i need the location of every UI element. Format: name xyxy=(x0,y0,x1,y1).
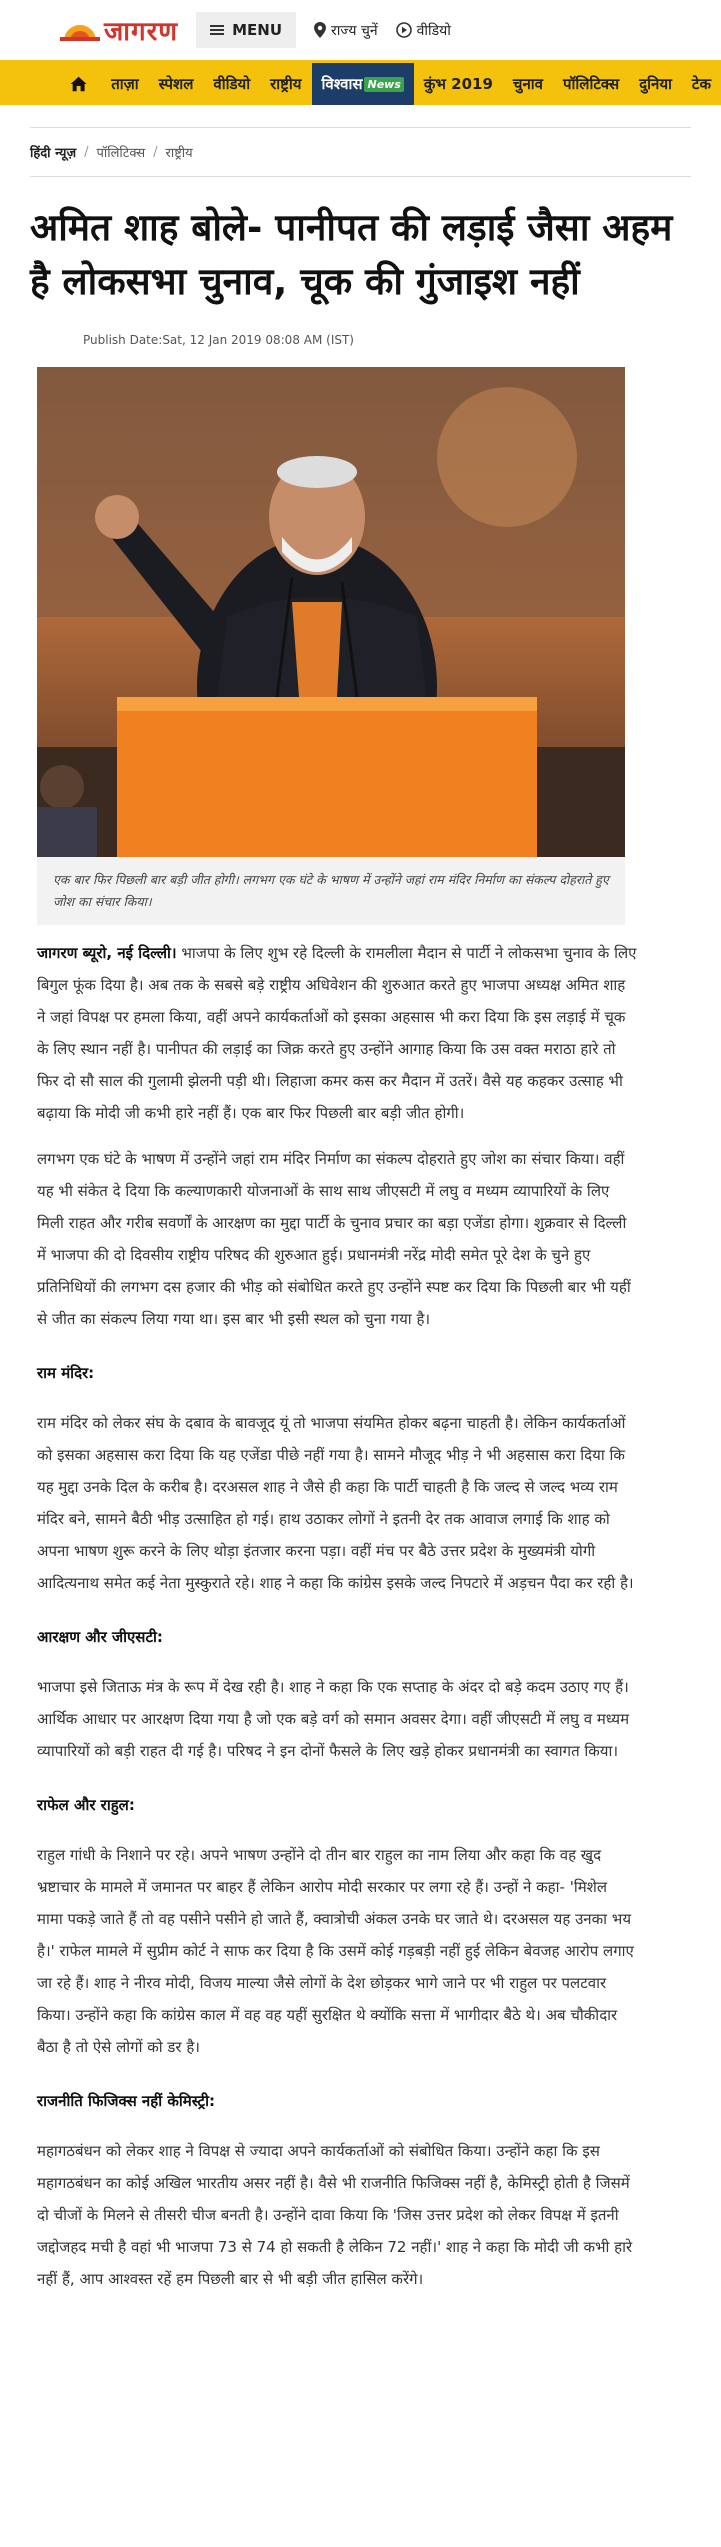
location-pin-icon xyxy=(314,22,326,38)
photo-caption: एक बार फिर पिछली बार बड़ी जीत होगी। लगभग एक घंटे के भाषण में उन्होंने जहां राम मंदिर निर्माण का संकल्प दोहराते हुए जोश का संचार किया। xyxy=(37,857,625,925)
section-heading-politics-chemistry: राजनीति फिजिक्स नहीं केमिस्ट्री: xyxy=(37,2092,215,2110)
breadcrumb-separator: / xyxy=(84,144,89,160)
video-link[interactable] xyxy=(396,21,451,40)
logo[interactable] xyxy=(60,12,178,48)
paragraph-1-text: भाजपा के लिए शुभ रहे दिल्ली के रामलीला मैदान से पार्टी ने लोकसभा चुनाव के लिए बिगुल फूंक दिया है। अब तक के सबसे बड़े राष्ट्रीय अधिवेशन की शुरुआत करते हुए भाजपा अध्यक्ष अमित शाह ने जहां विपक्ष पर हमला किया, वहीं अपने कार्यकर्ताओं को इसका अहसास भी करा दिया कि इस लड़ाई में चूक के लिए स्थान नहीं है। पानीपत की लड़ाई का जिक्र करते हुए उन्होंने आगाह किया कि उस वक्त मराठा हारे तो फिर दो सौ साल की गुलामी झेलनी पड़ी थी। लिहाजा कमर कस कर मैदान में उतरें। वैसे यह कहकर उत्साह भी बढ़ाया कि मोदी जी कभी हारे नहीं हैं। एक बार फिर पिछली बार बड़ी जीत होगी। xyxy=(37,944,637,1122)
nav-item-kumbh[interactable]: कुंभ 2019 xyxy=(423,75,493,93)
dateline: जागरण ब्यूरो, नई दिल्ली। xyxy=(37,944,177,962)
menu-label: MENU xyxy=(232,21,283,39)
speech-photo xyxy=(37,367,625,857)
article-body xyxy=(37,937,637,2295)
nav-item-election[interactable]: चुनाव xyxy=(512,75,543,93)
news-tag: News xyxy=(364,77,403,92)
article-figure xyxy=(37,367,625,925)
paragraph-1 xyxy=(37,937,637,1129)
nav-item-taza[interactable]: ताज़ा xyxy=(111,75,139,93)
nav-item-tech[interactable]: टेक xyxy=(691,75,711,93)
breadcrumb-politics[interactable]: पॉलिटिक्स xyxy=(96,146,146,161)
paragraph-2: लगभग एक घंटे के भाषण में उन्होंने जहां राम मंदिर निर्माण का संकल्प दोहराते हुए जोश का संचार किया। वहीं यह भी संकेत दे दिया कि कल्याणकारी योजनाओं के साथ साथ जीएसटी में लघु व मध्यम व्यापारियों के लिए मिली राहत और गरीब सवर्णों के आरक्षण का मुद्दा पार्टी के चुनाव प्रचार का बड़ा एजेंडा होगा। शुक्रवार से दिल्ली में भाजपा की दो दिवसीय राष्ट्रीय परिषद की शुरुआत हुई। प्रधानमंत्री नरेंद्र मोदी समेत पूरे देश के चुने हुए प्रतिनिधियों की लगभग दस हजार की भीड़ को संबोधित करते हुए उन्होंने स्पष्ट कर दिया कि पिछली बार भी यहीं से जीत का संकल्प लिया गया था। इस बार भी इसी स्थल को चुना गया है। xyxy=(37,1150,631,1328)
logo-text: जागरण xyxy=(104,17,179,47)
section-heading-reservation-gst: आरक्षण और जीएसटी: xyxy=(37,1628,163,1646)
nav-item-national[interactable]: राष्ट्रीय xyxy=(270,75,302,93)
play-circle-icon xyxy=(396,22,412,38)
breadcrumb xyxy=(30,127,691,177)
home-icon[interactable] xyxy=(70,71,87,97)
nav-item-politics[interactable]: पॉलिटिक्स xyxy=(563,75,620,93)
nav-item-world[interactable]: दुनिया xyxy=(639,75,672,93)
main-nav xyxy=(0,60,721,105)
paragraph-3: राम मंदिर को लेकर संघ के दबाव के बावजूद यूं तो भाजपा संयमित होकर बढ़ना चाहती है। लेकिन कार्यकर्ताओं को इसका अहसास करा दिया कि यह एजेंडा पीछे नहीं गया है। सामने मौजूद भीड़ ने भी अहसास करा दिया कि यह मुद्दा उनके दिल के करीब है। दरअसल शाह ने जैसे ही कहा कि पार्टी चाहती है कि जल्द से जल्द भव्य राम मंदिर बने, सामने बैठी भीड़ उत्साहित हो गई। हाथ उठाकर लोगों ने इतनी देर तक आवाज लगाई कि शाह को अपना भाषण शुरू करने के लिए थोड़ा इंतजार करना पड़ा। वहीं मंच पर बैठे उत्तर प्रदेश के मुख्यमंत्री योगी आदित्यनाथ समेत कई नेता मुस्कुराते रहे। शाह ने कहा कि कांग्रेस इसके जल्द निपटारे में अड़चन पैदा कर रही है। xyxy=(37,1414,634,1592)
breadcrumb-hindi-news[interactable]: हिंदी न्यूज़ xyxy=(30,146,77,161)
paragraph-6: महागठबंधन को लेकर शाह ने विपक्ष से ज्यादा अपने कार्यकर्ताओं को संबोधित किया। उन्होंने कहा कि इस महागठबंधन का कोई अखिल भारतीय असर नहीं है। वैसे भी राजनीति फिजिक्स नहीं है, केमिस्ट्री होती है जिसमें दो चीजों के मिलने से तीसरी चीज बनती है। उन्होंने दावा किया कि 'जिस उत्तर प्रदेश को लेकर विपक्ष में इतनी जद्दोजहद मची है वहां भी भाजपा 73 से 74 हो सकती है लेकिन 72 नहीं।' शाह ने कहा कि मोदी जी कभी हारे नहीं हैं, आप आश्वस्त रहें हम पिछली बार से भी बड़ी जीत हासिल करेंगे। xyxy=(37,2142,633,2288)
menu-button[interactable] xyxy=(196,12,296,48)
section-heading-rafale-rahul: राफेल और राहुल: xyxy=(37,1796,135,1814)
video-label: वीडियो xyxy=(416,22,451,39)
section-heading-ram-mandir: राम मंदिर: xyxy=(37,1364,95,1382)
page-title: अमित शाह बोले- पानीपत की लड़ाई जैसा अहम है लोकसभा चुनाव, चूक की गुंजाइश नहीं xyxy=(30,206,673,303)
breadcrumb-national[interactable]: राष्ट्रीय xyxy=(165,146,193,161)
state-select-link[interactable] xyxy=(314,21,378,40)
breadcrumb-separator: / xyxy=(153,144,158,160)
vishvas-label: विश्वास xyxy=(321,75,363,93)
nav-item-special[interactable]: स्पेशल xyxy=(158,75,194,93)
paragraph-4: भाजपा इसे जिताऊ मंत्र के रूप में देख रही है। शाह ने कहा कि एक सप्ताह के अंदर दो बड़े कदम उठाए गए हैं। आर्थिक आधार पर आरक्षण दिया गया है जो एक बड़े वर्ग को समान अवसर देगा। वहीं जीएसटी में लघु व मध्यम व्यापारियों को बड़ी राहत दी गई है। परिषद ने इन दोनों फैसले के लिए खड़े होकर प्रधानमंत्री का स्वागत किया। xyxy=(37,1678,630,1760)
top-bar xyxy=(0,0,721,60)
publish-date: Publish Date:Sat, 12 Jan 2019 08:08 AM (IST) xyxy=(83,333,354,347)
nav-item-video[interactable]: वीडियो xyxy=(213,75,251,93)
state-select-label: राज्य चुनें xyxy=(331,22,378,39)
paragraph-5: राहुल गांधी के निशाने पर रहे। अपने भाषण उन्होंने दो तीन बार राहुल का नाम लिया और कहा कि वह खुद भ्रष्टाचार के मामले में जमानत पर बाहर हैं लेकिन आरोप मोदी सरकार पर लगा रहे हैं। उन्हों ने कहा- 'मिशेल मामा पकड़े जाते हैं तो वह पसीने पसीने हो जाते हैं, क्वात्रोची अंकल उनके घर जाते थे। दरअसल यह उनका भय है।' राफेल मामले में सुप्रीम कोर्ट ने साफ कर दिया है कि उसमें कोई गड़बड़ी नहीं हुई लेकिन बेवजह आरोप लगाए जा रहे हैं। शाह ने नीरव मोदी, विजय माल्या जैसे लोगों के देश छोड़कर भागे जाने पर भी राहुल पर पलटवार किया। उन्होंने कहा कि कांग्रेस काल में वह वह यहीं सुरक्षित थे क्योंकि सत्ता में भागीदार बैठे थे। अब चौकीदार बैठा है तो ऐसे लोगों को डर है। xyxy=(37,1846,634,2056)
hamburger-icon xyxy=(210,25,224,35)
sun-logo-icon xyxy=(60,19,100,41)
nav-item-vishvas-news[interactable] xyxy=(312,62,414,106)
